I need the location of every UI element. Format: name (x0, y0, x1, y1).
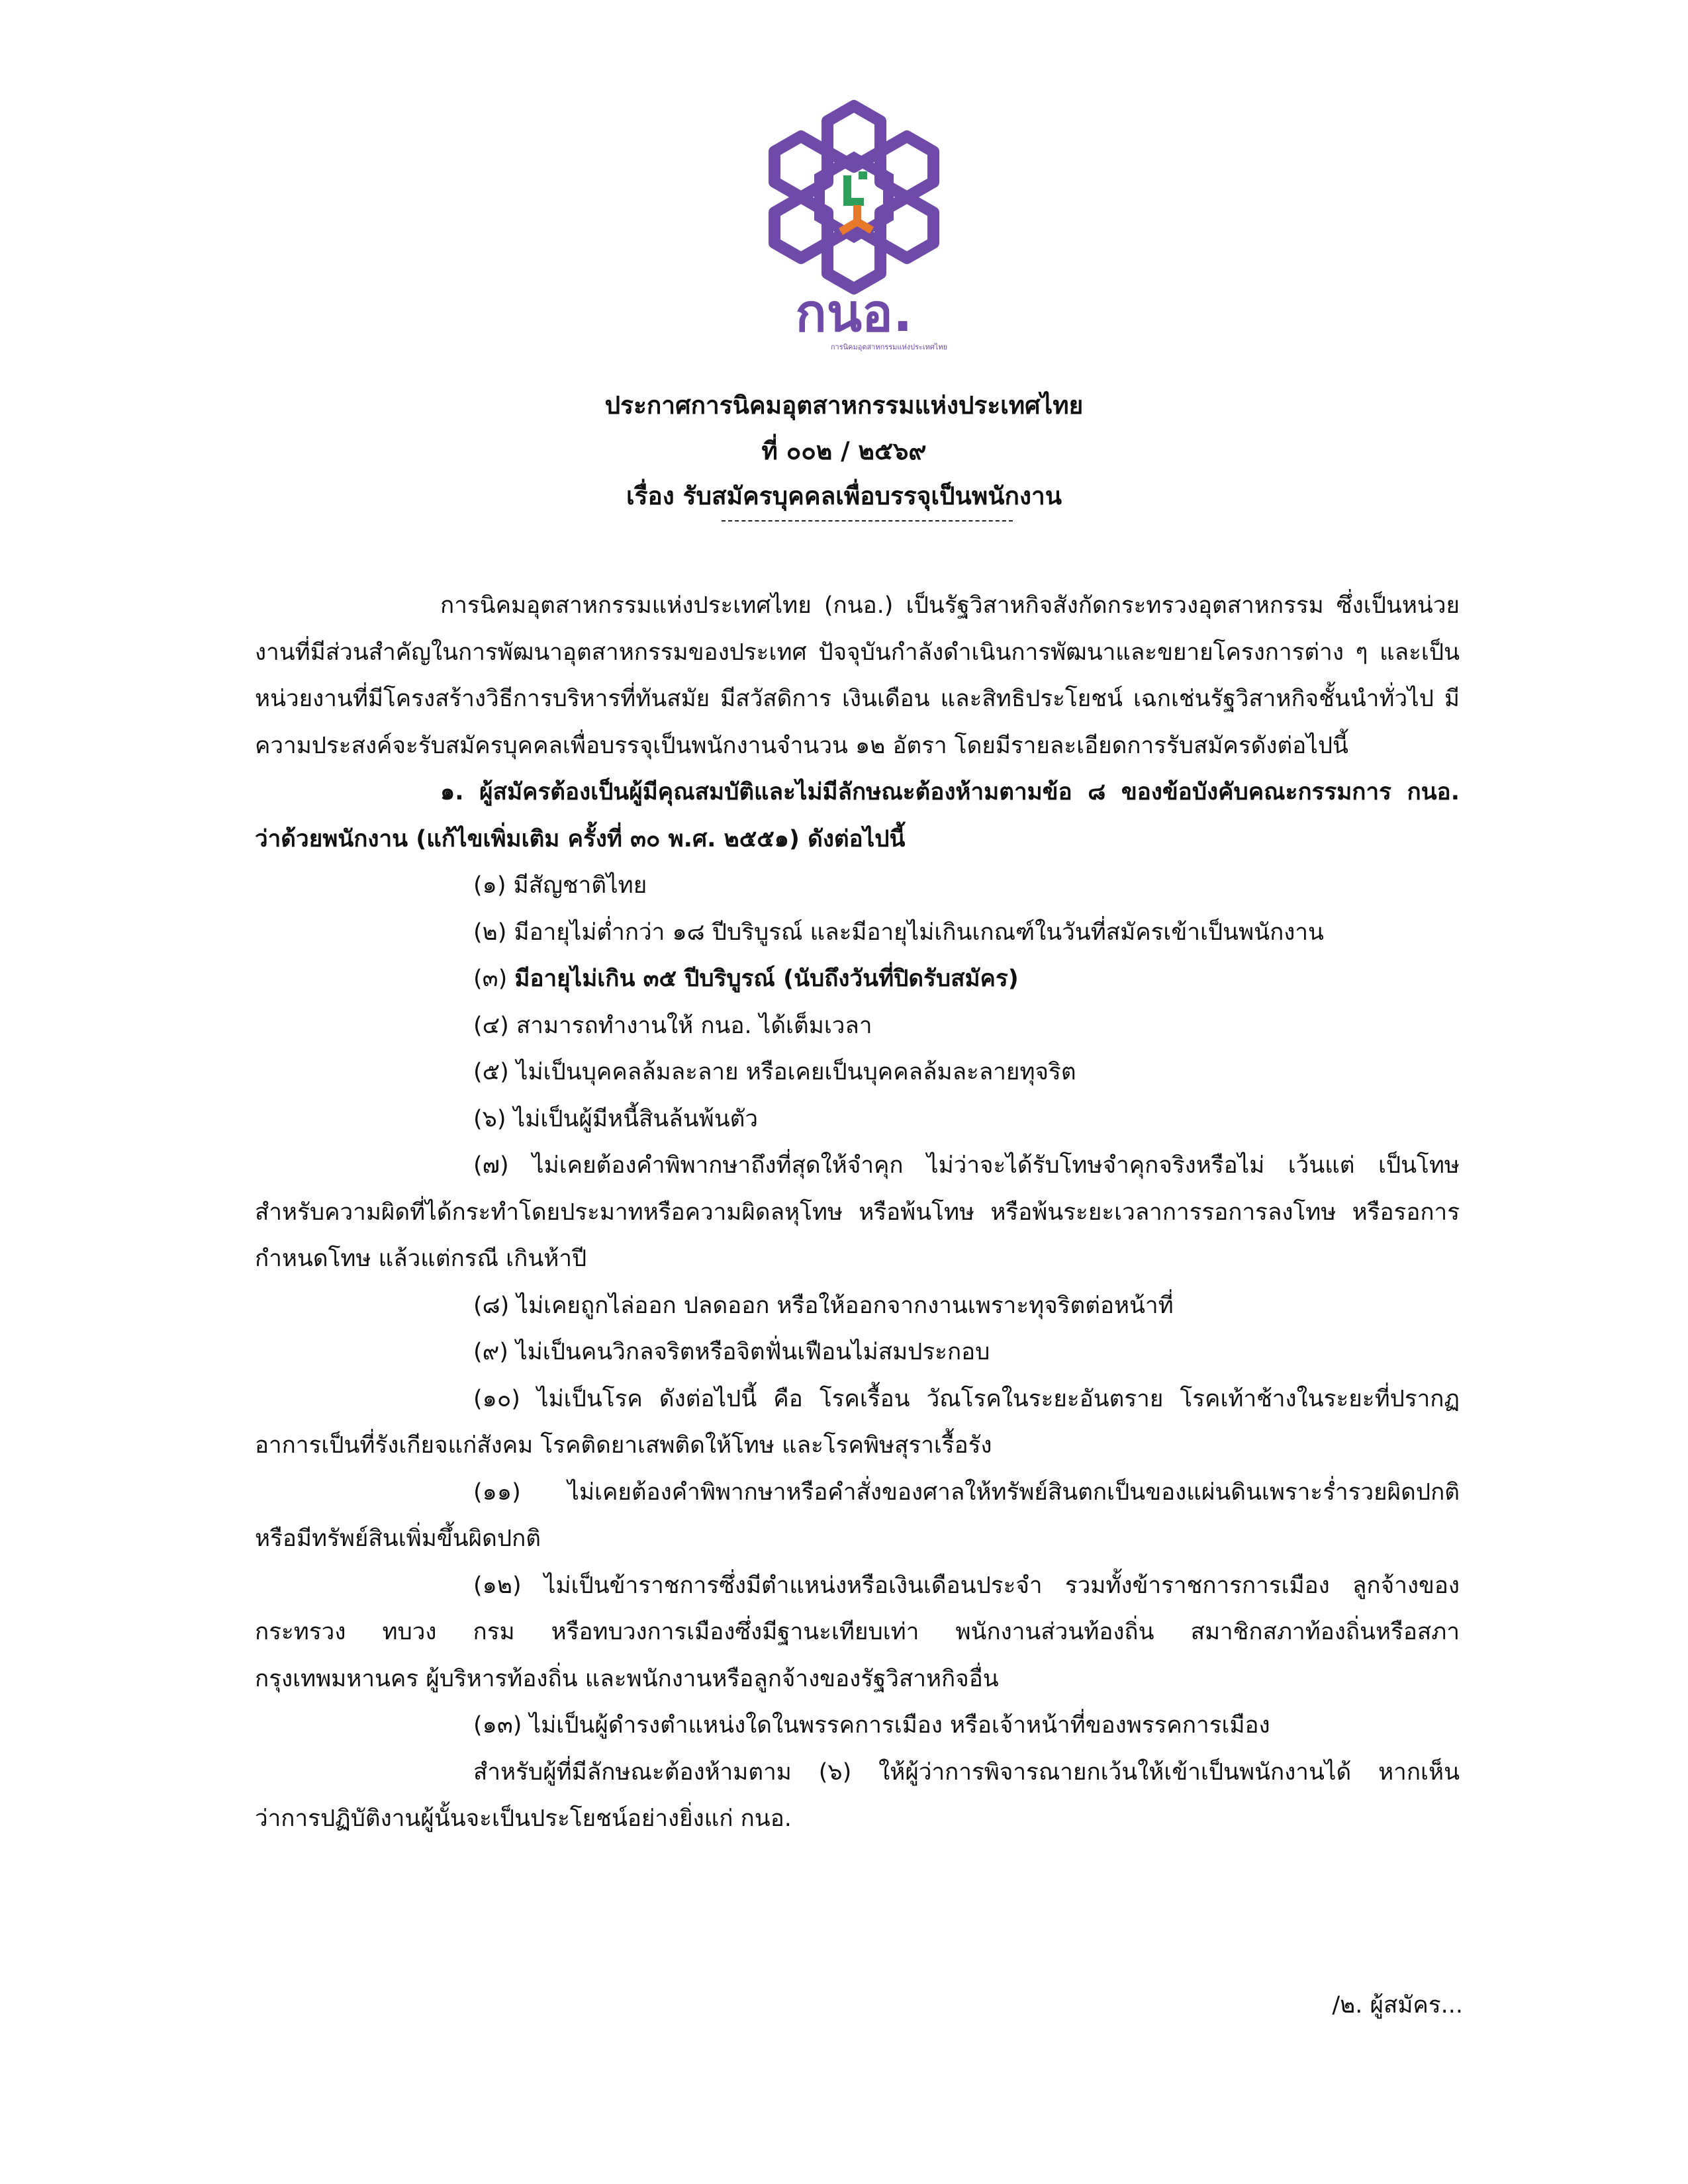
section-1-heading: ๑. ผู้สมัครต้องเป็นผู้มีคุณสมบัติและไม่มีลักษณะต้องห้ามตามข้อ ๘ ของข้อบังคับคณะกรรมการ กนอ. ว่าด้วยพนักงาน (แก้ไขเพิ่มเติม ครั้งที่ ๓๐ พ.ศ. ๒๕๕๑) ดังต่อไปนี้ (255, 779, 1460, 852)
logo-caption: การนิคมอุตสาหกรรมแห่งประเทศไทย (830, 343, 948, 351)
announcement-subject: เรื่อง รับสมัครบุคคลเพื่อบรรจุเป็นพนักงาน (626, 482, 1062, 510)
qualification-item-3 (255, 956, 1460, 1003)
item-number: (๓) (473, 966, 515, 992)
ieat-logo (758, 93, 950, 357)
qualification-item-5: (๕) ไม่เป็นบุคคลล้มละลาย หรือเคยเป็นบุคคลล้มละลายทุจริต (473, 1059, 1076, 1085)
document-body (255, 582, 1460, 1843)
qualification-item-7: (๗) ไม่เคยต้องคำพิพากษาถึงที่สุดให้จำคุก ไม่ว่าจะได้รับโทษจำคุกจริงหรือไม่ เว้นแต่ เป็นโทษสำหรับความผิดที่ได้กระทำโดยประมาทหรือความผิดลหุโทษ หรือพ้นโทษ หรือพ้นระยะเวลาการรอการลงโทษ หรือรอการกำหนดโทษ แล้วแต่กรณี เกินห้าปี (255, 1152, 1460, 1272)
qualification-item-13: (๑๓) ไม่เป็นผู้ดำรงตำแหน่งใดในพรรคการเมือง หรือเจ้าหน้าที่ของพรรคการเมือง (473, 1712, 1270, 1739)
qualification-item-11: (๑๑) ไม่เคยต้องคำพิพากษาหรือคำสั่งของศาลให้ทรัพย์สินตกเป็นของแผ่นดินเพราะร่ำรวยผิดปกติหรือมีทรัพย์สินเพิ่มขึ้นผิดปกติ (255, 1479, 1460, 1552)
age-limit-text: มีอายุไม่เกิน ๓๕ ปีบริบูรณ์ (นับถึงวันที่ปิดรับสมัคร) (514, 966, 1019, 992)
qualification-item-9: (๙) ไม่เป็นคนวิกลจริตหรือจิตฟั่นเฟือนไม่สมประกอบ (473, 1339, 990, 1365)
logo-text: กนอ. (795, 284, 913, 343)
qualification-item-4: (๔) สามารถทำงานให้ กนอ. ได้เต็มเวลา (473, 1012, 872, 1039)
qualification-item-2: (๒) มีอายุไม่ต่ำกว่า ๑๘ ปีบริบูรณ์ และมีอายุไม่เกินเกณฑ์ในวันที่สมัครเข้าเป็นพนักงาน (473, 919, 1324, 946)
qualification-item-1: (๑) มีสัญชาติไทย (473, 872, 647, 899)
exception-note: สำหรับผู้ที่มีลักษณะต้องห้ามตาม (๖) ให้ผู้ว่าการพิจารณายกเว้นให้เข้าเป็นพนักงานได้ หากเห็นว่าการปฏิบัติงานผู้นั้นจะเป็นประโยชน์อย่างยิ่งแก่ กนอ. (255, 1758, 1460, 1832)
page-continuation: /๒. ผู้สมัคร... (1332, 1992, 1463, 2019)
intro-paragraph: การนิคมอุตสาหกรรมแห่งประเทศไทย (กนอ.) เป็นรัฐวิสาหกิจสังกัดกระทรวงอุตสาหกรรม ซึ่งเป็นหน่วยงานที่มีส่วนสำคัญในการพัฒนาอุตสาหกรรมของประเทศ ปัจจุบันกำลังดำเนินการพัฒนาและขยายโครงการต่าง ๆ และเป็นหน่วยงานที่มีโครงสร้างวิธีการบริหารที่ทันสมัย มีสวัสดิการ เงินเดือน และสิทธิประโยชน์ เฉกเช่นรัฐวิสาหกิจชั้นนำทั่วไป มีความประสงค์จะรับสมัครบุคคลเพื่อบรรจุเป็นพนักงานจำนวน ๑๒ อัตรา โดยมีรายละเอียดการรับสมัครดังต่อไปนี้ (255, 592, 1460, 759)
separator-line (722, 520, 1013, 522)
qualification-item-8: (๘) ไม่เคยถูกไล่ออก ปลดออก หรือให้ออกจากงานเพราะทุจริตต่อหน้าที่ (473, 1292, 1174, 1319)
announcement-number: ที่ ๐๐๒ / ๒๕๖๙ (761, 437, 927, 465)
qualification-item-12: (๑๒) ไม่เป็นข้าราชการซึ่งมีตำแหน่งหรือเงินเดือนประจำ รวมทั้งข้าราชการการเมือง ลูกจ้างของกระทรวง ทบวง กรม หรือทบวงการเมืองซึ่งมีฐานะเทียบเท่า พนักงานส่วนท้องถิ่น สมาชิกสภาท้องถิ่นหรือสภากรุงเทพมหานคร ผู้บริหารท้องถิ่น และพนักงานหรือลูกจ้างของรัฐวิสาหกิจอื่น (255, 1572, 1460, 1692)
qualification-item-6: (๖) ไม่เป็นผู้มีหนี้สินล้นพ้นตัว (473, 1105, 759, 1132)
qualification-item-10: (๑๐) ไม่เป็นโรค ดังต่อไปนี้ คือ โรคเรื้อน วัณโรคในระยะอันตราย โรคเท้าช้างในระยะที่ปรากฏอาการเป็นที่รังเกียจแก่สังคม โรคติดยาเสพติดให้โทษ และโรคพิษสุราเรื้อรัง (255, 1385, 1460, 1459)
announcement-title: ประกาศการนิคมอุตสาหกรรมแห่งประเทศไทย (604, 391, 1084, 420)
